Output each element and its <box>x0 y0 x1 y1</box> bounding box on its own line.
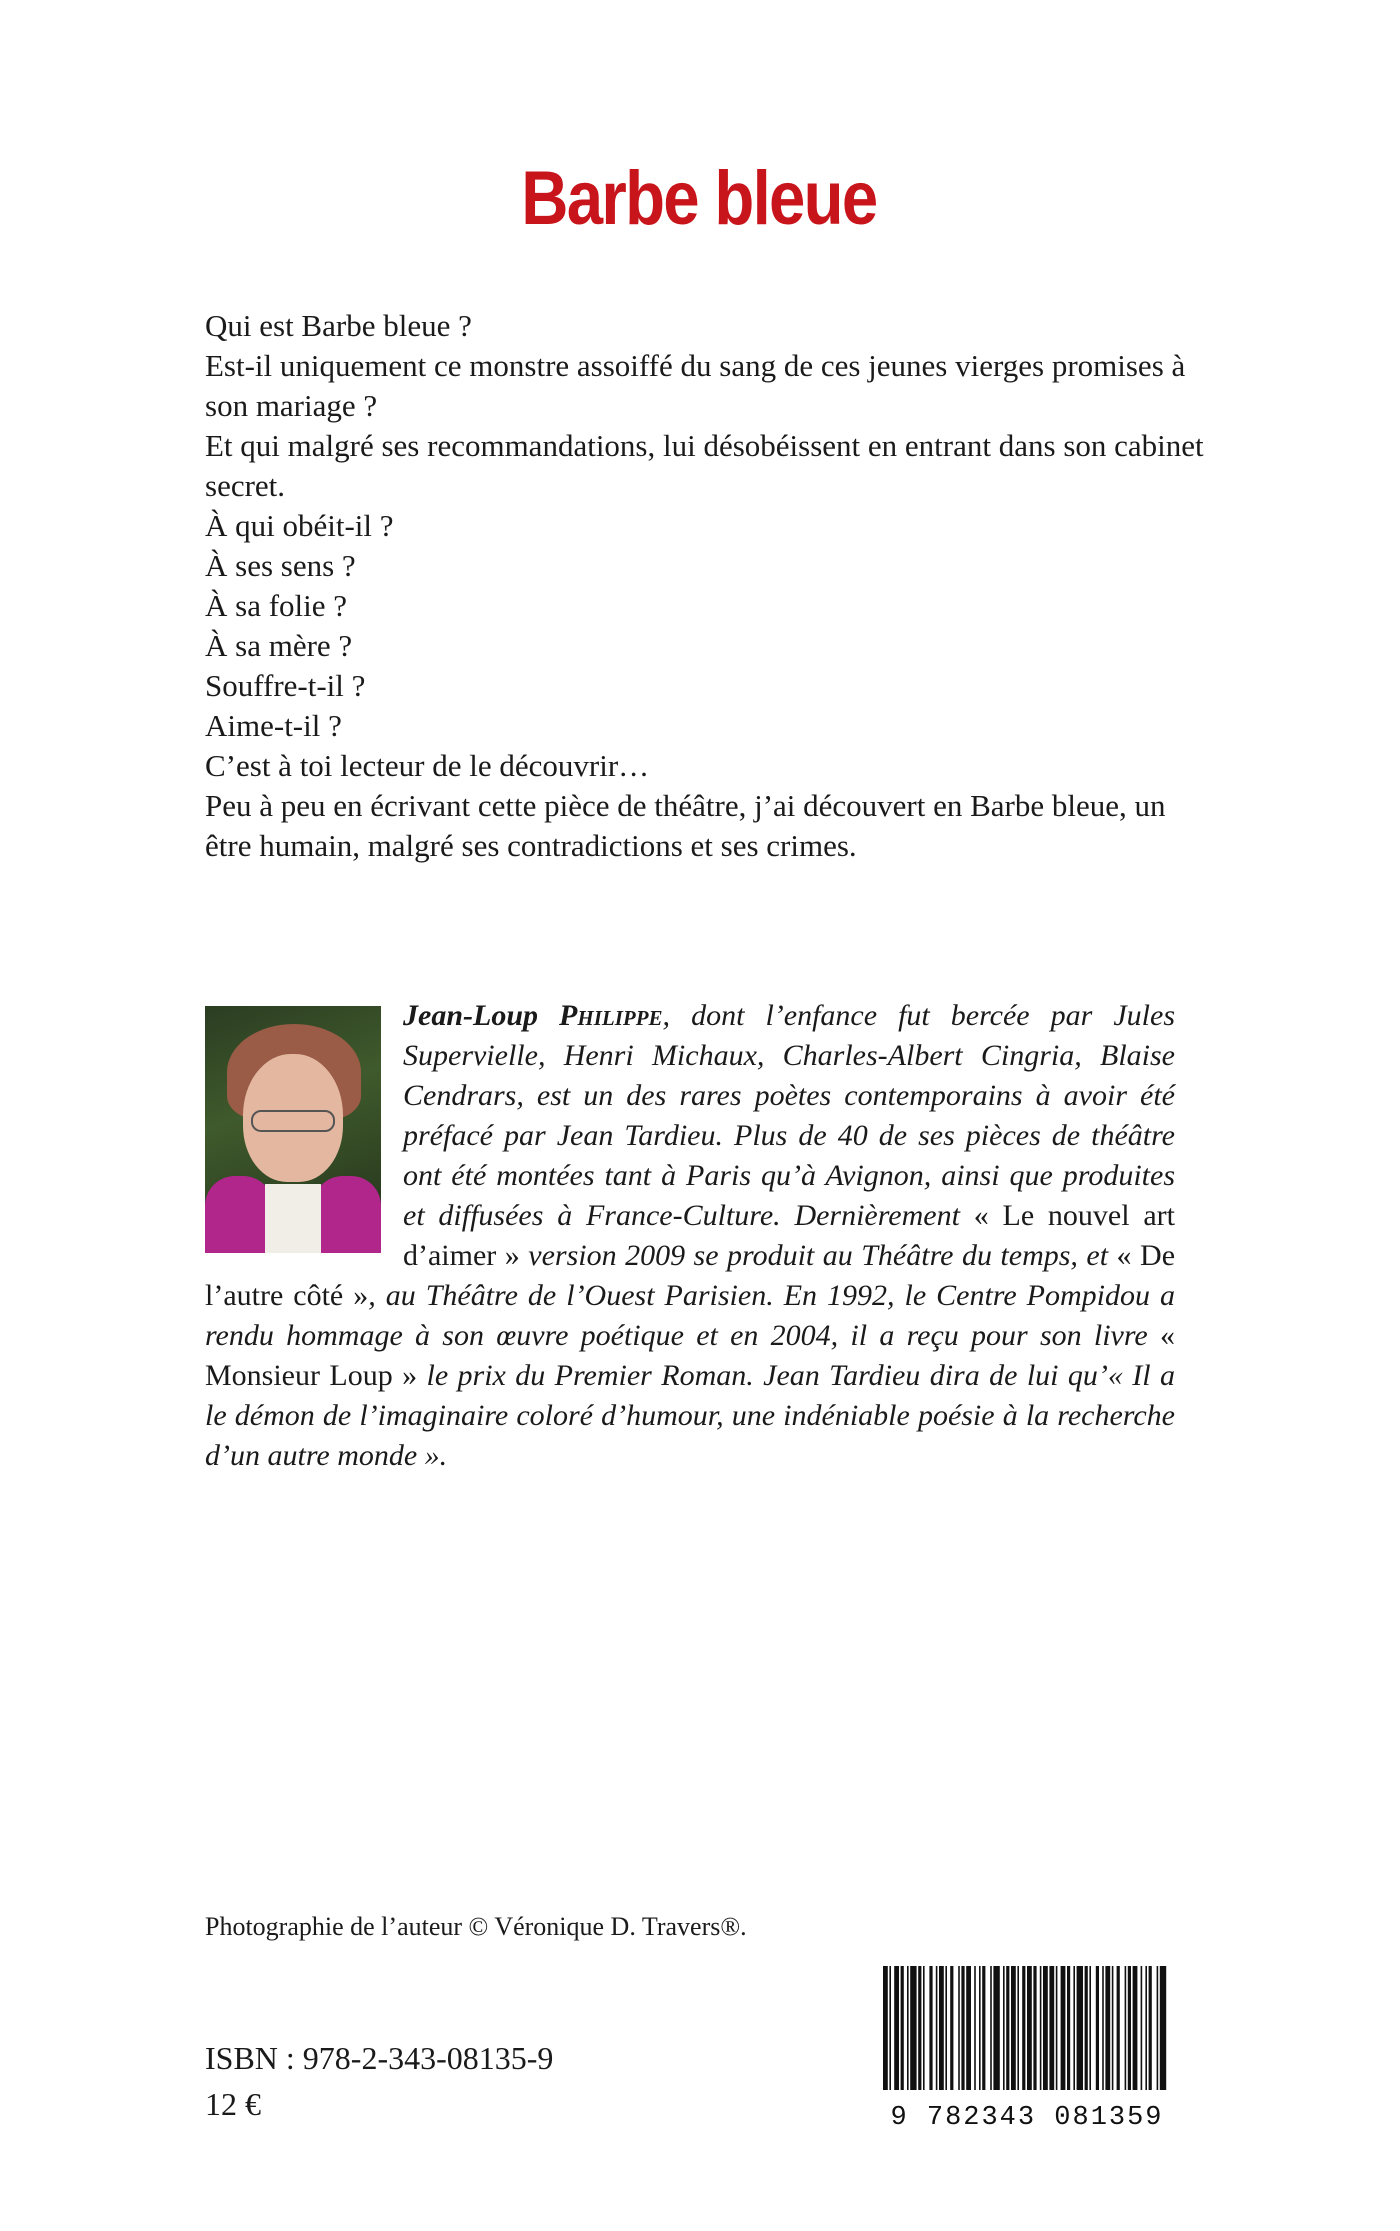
barcode-bar <box>990 1966 992 2090</box>
blurb-line: À sa folie ? <box>205 588 348 623</box>
bio-text: version 2009 se produit au Théâtre du temps, et <box>519 1239 1117 1272</box>
barcode-bar <box>1112 1966 1114 2090</box>
barcode-bar <box>1089 1966 1091 2090</box>
bio-text: le prix du Premier Roman. Jean Tardieu dira de lui qu’« Il a le démon de l’imaginaire coloré d’humour, une indéniable poésie à la recherche d’un autre monde ». <box>205 1359 1175 1472</box>
barcode-bar <box>974 1966 976 2090</box>
blurb-line: À ses sens ? <box>205 548 356 583</box>
blurb-line: Souffre-t-il ? <box>205 668 366 703</box>
barcode-bar <box>993 1966 999 2090</box>
barcode-bar <box>1141 1966 1143 2090</box>
bio-text: , au Théâtre de l’Ouest Parisien. En 1992, le Centre Pompidou a rendu hommage à son œuvre poétique et en 2004, il a reçu pour son livre <box>205 1279 1175 1352</box>
barcode-bar <box>907 1966 909 2090</box>
barcode-bar <box>1128 1966 1131 2090</box>
barcode-bar <box>1096 1966 1099 2090</box>
barcode-bar <box>929 1966 932 2090</box>
isbn: ISBN : 978-2-343-08135-9 <box>205 2040 554 2076</box>
barcode-bar <box>1085 1966 1088 2090</box>
barcode-bar <box>889 1966 891 2090</box>
barcode-bar <box>1157 1966 1159 2090</box>
barcode-bar <box>950 1966 953 2090</box>
blurb-line: Et qui malgré ses recommandations, lui désobéissent en entrant dans son cabinet secret. <box>205 428 1204 503</box>
barcode-bars <box>883 1966 1166 2090</box>
barcode-bar <box>1061 1966 1066 2090</box>
barcode-bar <box>1067 1966 1070 2090</box>
price: 12 € <box>205 2086 261 2122</box>
barcode-bar <box>1011 1966 1016 2090</box>
author-bio <box>205 996 1175 1476</box>
author-photo <box>205 1006 381 1253</box>
back-cover-blurb <box>205 306 1205 866</box>
barcode-bar <box>1049 1966 1054 2090</box>
author-first-name: Jean-Loup <box>403 999 538 1032</box>
barcode-bar <box>958 1966 960 2090</box>
barcode-bar <box>883 1966 888 2090</box>
barcode-bar <box>945 1966 947 2090</box>
barcode-bar <box>1105 1966 1110 2090</box>
barcode-bar <box>1125 1966 1127 2090</box>
barcode-bar <box>966 1966 971 2090</box>
barcode-bar <box>961 1966 964 2090</box>
barcode-bar <box>1022 1966 1025 2090</box>
book-title: Barbe bleue <box>521 156 877 241</box>
barcode-bar <box>910 1966 916 2090</box>
bio-work-title: « Le nouvel art d’aimer » <box>403 1199 1175 1272</box>
blurb-line: Est-il uniquement ce monstre assoiffé du sang de ces jeunes vierges promises à son mariage ? <box>205 348 1186 423</box>
barcode-bar <box>1056 1966 1058 2090</box>
barcode-bar <box>894 1966 899 2090</box>
bio-text: , dont l’enfance fut bercée par Jules Supervielle, Henri Michaux, Charles-Albert Cingria, Blaise Cendrars, est un des rares poètes contemporains à avoir été préfacé par Jean Tardieu. Plus de 40 de ses pièces de théâtre ont été montées tant à Paris qu’à Avignon, ainsi que produites et diffusées à France-Culture. Dernièrement <box>403 999 1176 1232</box>
barcode-bar <box>1145 1966 1147 2090</box>
blurb-line: À sa mère ? <box>205 628 353 663</box>
barcode-bar <box>918 1966 921 2090</box>
barcode-bar <box>1033 1966 1036 2090</box>
barcode-bar <box>1040 1966 1042 2090</box>
barcode-bar <box>923 1966 925 2090</box>
barcode-bar <box>1117 1966 1120 2090</box>
blurb-line: Qui est Barbe bleue ? <box>205 308 472 343</box>
barcode-bar <box>1160 1966 1166 2090</box>
barcode-bar <box>1017 1966 1019 2090</box>
barcode-bar <box>979 1966 981 2090</box>
barcode-bar <box>1133 1966 1138 2090</box>
barcode-digits: 9 782343 081359 <box>890 2103 1164 2128</box>
barcode-bar <box>1003 1966 1005 2090</box>
barcode-bar <box>939 1966 944 2090</box>
blurb-line: Peu à peu en écrivant cette pièce de théâtre, j’ai découvert en Barbe bleue, un être humain, malgré ses contradictions et ses crimes. <box>205 788 1166 863</box>
barcode-bar <box>1073 1966 1075 2090</box>
barcode-bar <box>1149 1966 1152 2090</box>
barcode-bar <box>1102 1966 1104 2090</box>
barcode-bar <box>1077 1966 1083 2090</box>
barcode-bar <box>1027 1966 1032 2090</box>
barcode <box>877 1966 1178 2128</box>
barcode-bar <box>901 1966 904 2090</box>
barcode-bar <box>936 1966 938 2090</box>
bio-work-title: « Monsieur Loup » <box>205 1319 1175 1392</box>
author-last-name: Philippe <box>559 999 663 1032</box>
barcode-bar <box>1043 1966 1048 2090</box>
barcode-bar <box>1006 1966 1009 2090</box>
barcode-bar <box>982 1966 985 2090</box>
blurb-line: À qui obéit-il ? <box>205 508 394 543</box>
bio-work-title: « De l’autre côté » <box>205 1239 1176 1312</box>
blurb-line: C’est à toi lecteur de le découvrir… <box>205 748 650 783</box>
blurb-line: Aime-t-il ? <box>205 708 342 743</box>
photo-credit: Photographie de l’auteur © Véronique D. Travers®. <box>205 1912 747 1941</box>
